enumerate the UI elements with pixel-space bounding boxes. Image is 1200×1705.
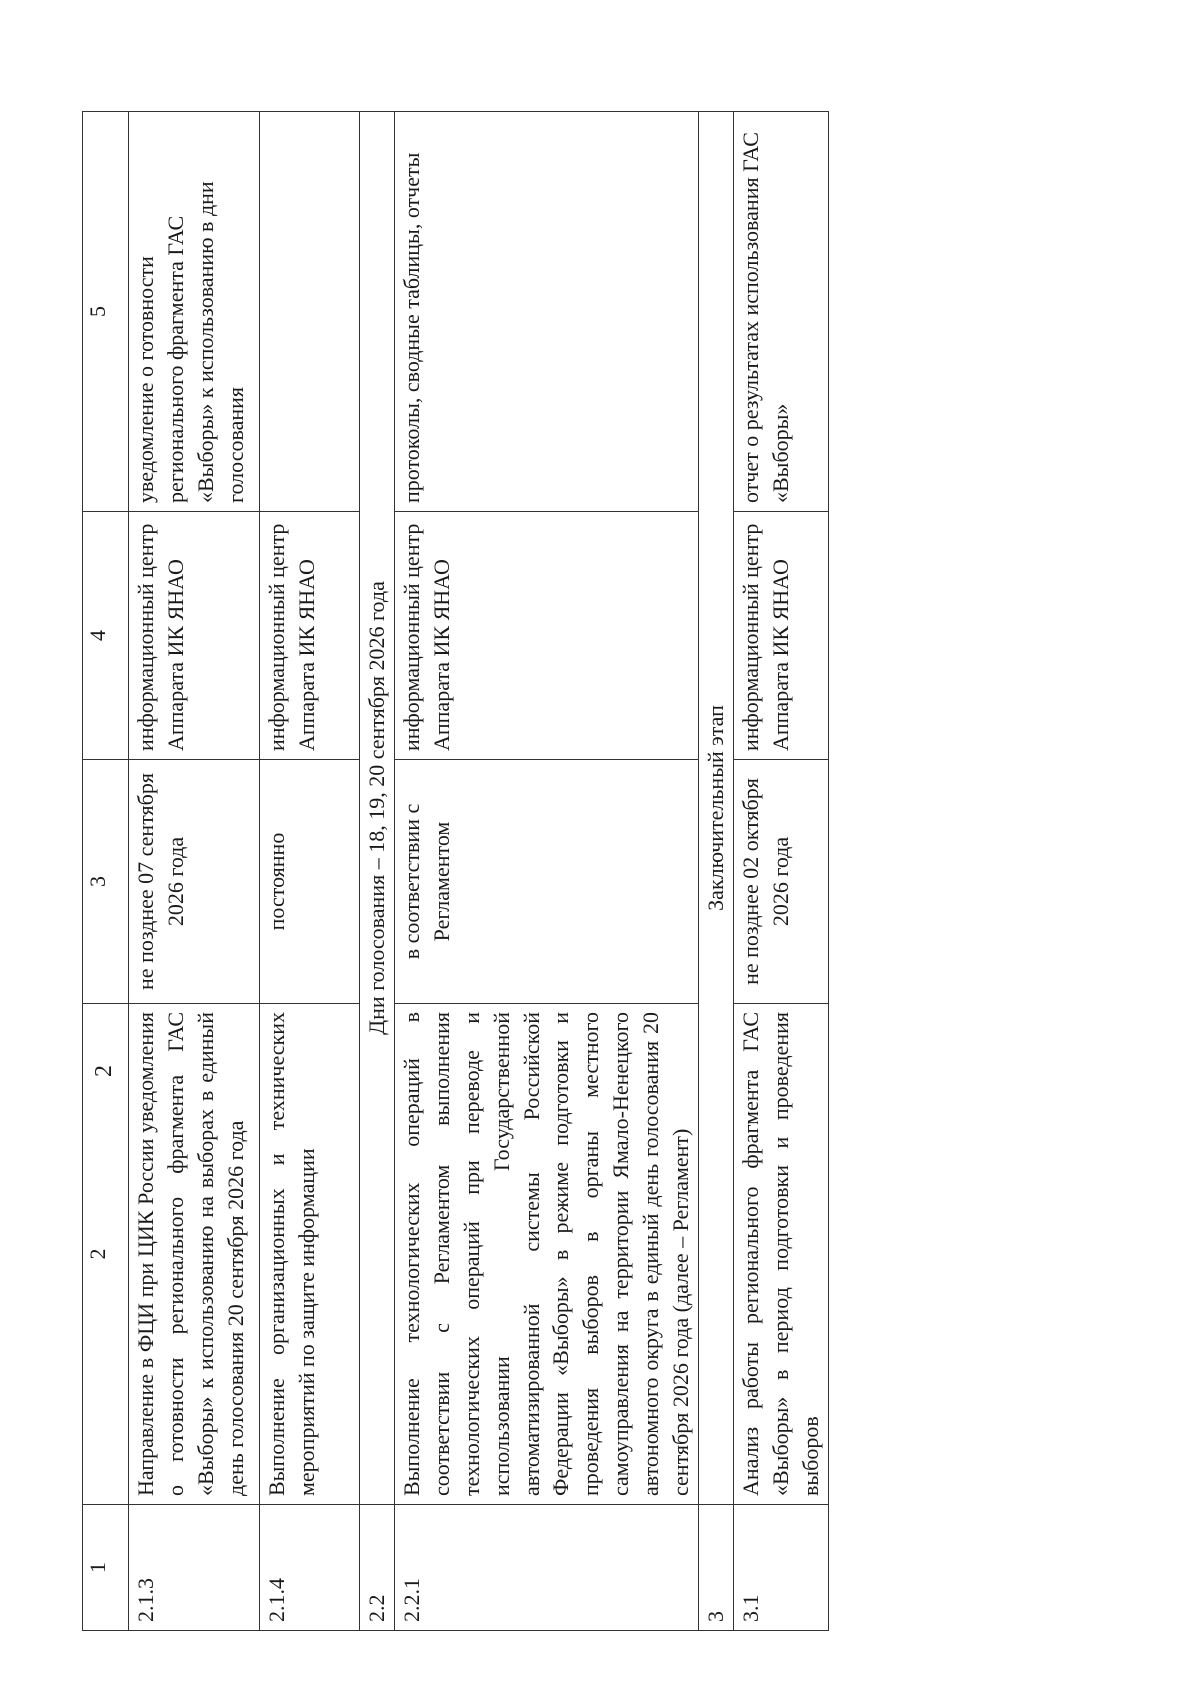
row-result: уведомление о готовности регионального фрагмента ГАС «Выборы» к использованию в дни голосования xyxy=(129,112,260,512)
table-row xyxy=(129,112,260,1631)
section-row xyxy=(360,112,395,1631)
header-col-4: 4 xyxy=(83,512,129,760)
row-executor: информационный центр Аппарата ИК ЯНАО xyxy=(733,512,828,760)
row-executor: информационный центр Аппарата ИК ЯНАО xyxy=(260,512,360,760)
row-result: отчет о результатах использования ГАС «Выборы» xyxy=(733,112,828,512)
row-result: протоколы, сводные таблицы, отчеты xyxy=(394,112,698,512)
row-number: 2.2.1 xyxy=(394,1505,698,1631)
row-result xyxy=(260,112,360,512)
table-row xyxy=(394,112,698,1631)
header-col-1: 1 xyxy=(83,1505,129,1631)
section-title: Заключительный этап xyxy=(698,112,733,1505)
row-deadline: не позднее 07 сентября 2026 года xyxy=(129,760,260,1004)
header-row xyxy=(83,112,129,1631)
row-deadline: постоянно xyxy=(260,760,360,1004)
header-col-3: 3 xyxy=(83,760,129,1004)
row-action: Выполнение технологических операций в соответствии с Регламентом выполнения технологических операций при переводе и использовании Государственной автоматизированной системы Российской Федерации «Выборы» в режиме подготовки и проведения выборов в органы местного самоуправления на территории Ямало-Ненецкого автономного округа в единый день голосования 20 сентября 2026 года (далее – Регламент) xyxy=(394,1004,698,1505)
row-action: Анализ работы регионального фрагмента ГАС «Выборы» в период подготовки и проведения выборов xyxy=(733,1004,828,1505)
row-executor: информационный центр Аппарата ИК ЯНАО xyxy=(394,512,698,760)
row-deadline: в соответствии с Регламентом xyxy=(394,760,698,1004)
table-row xyxy=(260,112,360,1631)
header-col-5: 5 xyxy=(83,112,129,512)
section-number: 3 xyxy=(698,1505,733,1631)
table-row xyxy=(733,112,828,1631)
section-number: 2.2 xyxy=(360,1505,395,1631)
row-number: 2.1.3 xyxy=(129,1505,260,1631)
row-action: Направление в ФЦИ при ЦИК России уведомления о готовности регионального фрагмента ГАС «Выборы» к использованию на выборах в единый день голосования 20 сентября 2026 года xyxy=(129,1004,260,1505)
events-table xyxy=(82,111,829,1631)
rotated-table-sheet xyxy=(82,112,823,1631)
row-number: 2.1.4 xyxy=(260,1505,360,1631)
header-col-2: 2 xyxy=(83,1004,129,1505)
row-deadline: не позднее 02 октября 2026 года xyxy=(733,760,828,1004)
row-action: Выполнение организационных и технических мероприятий по защите информации xyxy=(260,1004,360,1505)
row-executor: информационный центр Аппарата ИК ЯНАО xyxy=(129,512,260,760)
section-title: Дни голосования – 18, 19, 20 сентября 2026 года xyxy=(360,112,395,1505)
page-number: 2 xyxy=(91,1065,117,1077)
row-number: 3.1 xyxy=(733,1505,828,1631)
section-row xyxy=(698,112,733,1631)
